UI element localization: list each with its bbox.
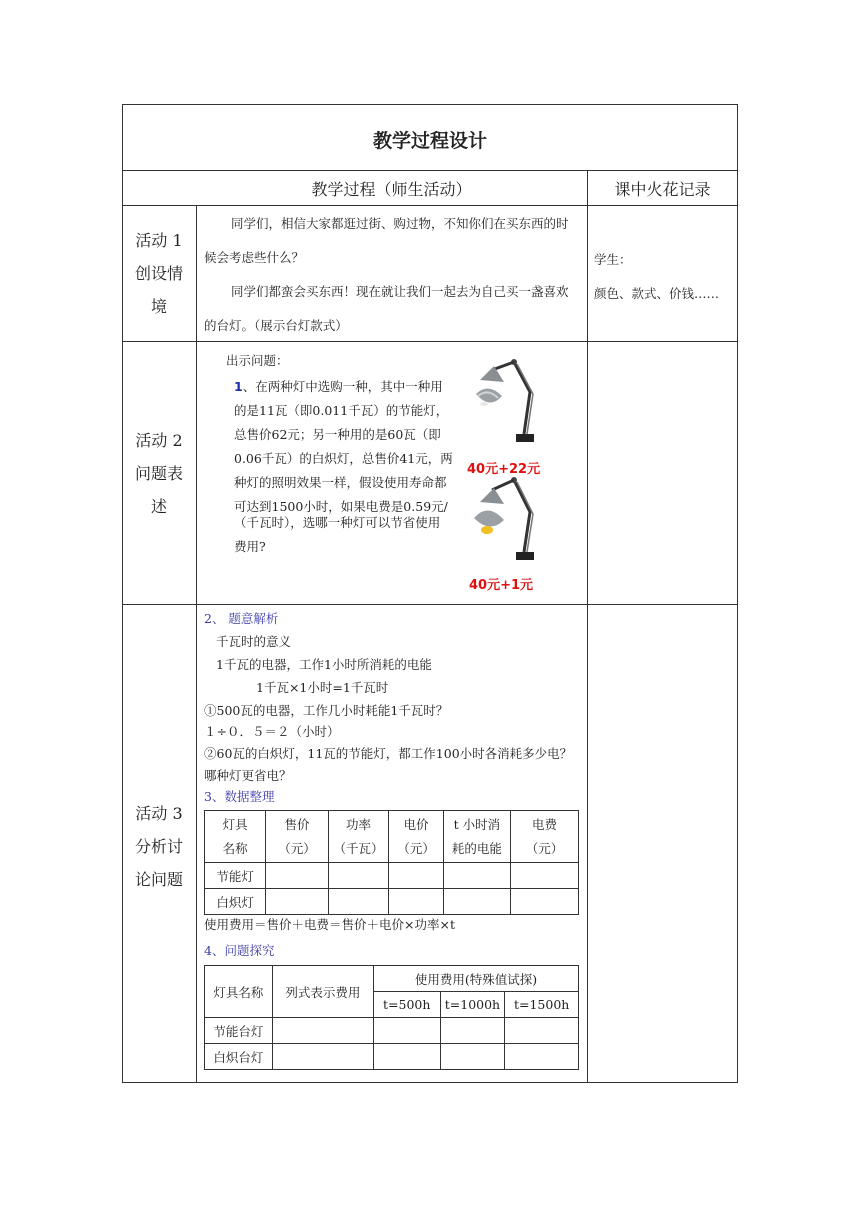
row-divider xyxy=(122,604,738,605)
process-header: 教学过程（师生活动） xyxy=(311,180,472,199)
section3-title: 3、数据整理 xyxy=(204,789,275,804)
problem-line-2: 的是11瓦（即0.011千瓦）的节能灯， xyxy=(234,403,449,418)
table-cell xyxy=(266,863,328,889)
activity1-para1-line1: 同学们，相信大家都逛过街、购过物，不知你们在买东西的时 xyxy=(231,216,569,231)
question-2-continued: 哪种灯更省电？ xyxy=(204,768,292,783)
table-cell xyxy=(505,1044,579,1070)
exploration-table xyxy=(204,965,579,1070)
activity1-label: 活动 1 创设情 境 xyxy=(134,231,183,316)
column-divider xyxy=(196,205,197,1083)
student-note-label: 学生： xyxy=(594,252,632,267)
table-row xyxy=(205,1018,579,1044)
section2-title: 2、 题意解析 xyxy=(204,611,279,626)
row-divider xyxy=(122,170,738,171)
table-cell xyxy=(373,1044,440,1070)
page-title: 教学过程设计 xyxy=(372,130,487,152)
table-header-cell: 电费 （元） xyxy=(510,811,578,863)
problem-line-1: 1、在两种灯中选购一种，其中一种用 xyxy=(234,379,443,394)
question-1-answer: １÷０．５＝２（小时） xyxy=(204,724,340,739)
table-cell xyxy=(443,889,510,915)
problem-line-4: 0.06千瓦）的白炽灯，总售价41元，两 xyxy=(234,451,453,466)
problem-line-7: （千瓦时），选哪一种灯可以节省使用 xyxy=(234,515,441,530)
table-header-cell: 灯具 名称 xyxy=(205,811,266,863)
kwh-meaning: 千瓦时的意义 xyxy=(216,634,292,649)
problem-line-5: 种灯的照明效果一样，假设使用寿命都 xyxy=(234,475,447,490)
row-label: 节能台灯 xyxy=(205,1018,273,1044)
table-cell xyxy=(272,1018,373,1044)
table-cell xyxy=(440,1018,505,1044)
table-cell xyxy=(443,863,510,889)
desk-lamp-icon xyxy=(470,472,540,566)
activity2-label: 活动 2 问题表 述 xyxy=(134,431,183,516)
desk-lamp-icon xyxy=(470,352,540,450)
price-label-1: 40元+22元 xyxy=(467,462,541,477)
table-cell xyxy=(328,863,389,889)
problem-number: 1 xyxy=(234,379,243,394)
activity3-label: 活动 3 分析讨 论问题 xyxy=(134,804,183,889)
row-divider xyxy=(122,205,738,206)
problem-line-6: 可达到1500小时，如果电费是0.59元/ xyxy=(234,499,448,514)
question-2: ②60瓦的白炽灯，11瓦的节能灯，都工作100小时各消耗多少电？ xyxy=(204,746,573,761)
table-header-cell: t=500h xyxy=(373,992,440,1018)
question-1: ①500瓦的电器，工作几小时耗能1千瓦时？ xyxy=(204,703,449,718)
activity1-para1-line2: 候会考虑些什么？ xyxy=(204,250,305,265)
price-label-2: 40元+1元 xyxy=(469,578,534,593)
kwh-definition: 1千瓦的电器，工作1小时所消耗的电能 xyxy=(216,657,432,672)
table-cell xyxy=(510,863,578,889)
activity1-para2-line1: 同学们都蛮会买东西！现在就让我们一起去为自己买一盏喜欢 xyxy=(231,284,569,299)
table-header-cell: 列式表示费用 xyxy=(272,966,373,1018)
table-header-cell: t=1500h xyxy=(505,992,579,1018)
table-cell xyxy=(266,889,328,915)
table-header-row xyxy=(205,811,579,863)
data-table xyxy=(204,810,579,915)
table-cell xyxy=(510,889,578,915)
table-cell xyxy=(505,1018,579,1044)
table-row xyxy=(205,1044,579,1070)
activity1-para2-line2: 的台灯。（展示台灯款式） xyxy=(204,318,348,333)
table-header-row xyxy=(205,966,579,992)
table-cell xyxy=(389,889,443,915)
table-cell xyxy=(373,1018,440,1044)
row-divider xyxy=(122,341,738,342)
table-cell xyxy=(389,863,443,889)
row-label: 白炽灯 xyxy=(205,889,266,915)
section4-title: 4、问题探究 xyxy=(204,943,275,958)
student-note-text: 颜色、款式、价钱…… xyxy=(594,286,720,301)
problem-intro: 出示问题： xyxy=(226,353,289,368)
problem-line-8: 费用? xyxy=(234,539,266,554)
table-header-cell: t=1000h xyxy=(440,992,505,1018)
table-header-cell: 电价 （元） xyxy=(389,811,443,863)
table-row xyxy=(205,889,579,915)
table-header-cell: 使用费用(特殊值试探) xyxy=(373,966,578,992)
kwh-formula: 1千瓦×1小时=1千瓦时 xyxy=(256,680,389,695)
cost-formula: 使用费用＝售价＋电费＝售价＋电价×功率×t xyxy=(204,917,455,932)
table-cell xyxy=(328,889,389,915)
sparks-header: 课中火花记录 xyxy=(614,180,711,199)
table-header-cell: 灯具名称 xyxy=(205,966,273,1018)
table-cell xyxy=(272,1044,373,1070)
table-cell xyxy=(440,1044,505,1070)
table-row xyxy=(205,863,579,889)
table-header-cell: t 小时消 耗的电能 xyxy=(443,811,510,863)
row-label: 节能灯 xyxy=(205,863,266,889)
table-header-cell: 售价 （元） xyxy=(266,811,328,863)
column-divider xyxy=(587,170,588,1083)
row-label: 白炽台灯 xyxy=(205,1044,273,1070)
table-header-cell: 功率 （千瓦） xyxy=(328,811,389,863)
problem-line-3: 总售价62元；另一种用的是60瓦（即 xyxy=(234,427,441,442)
